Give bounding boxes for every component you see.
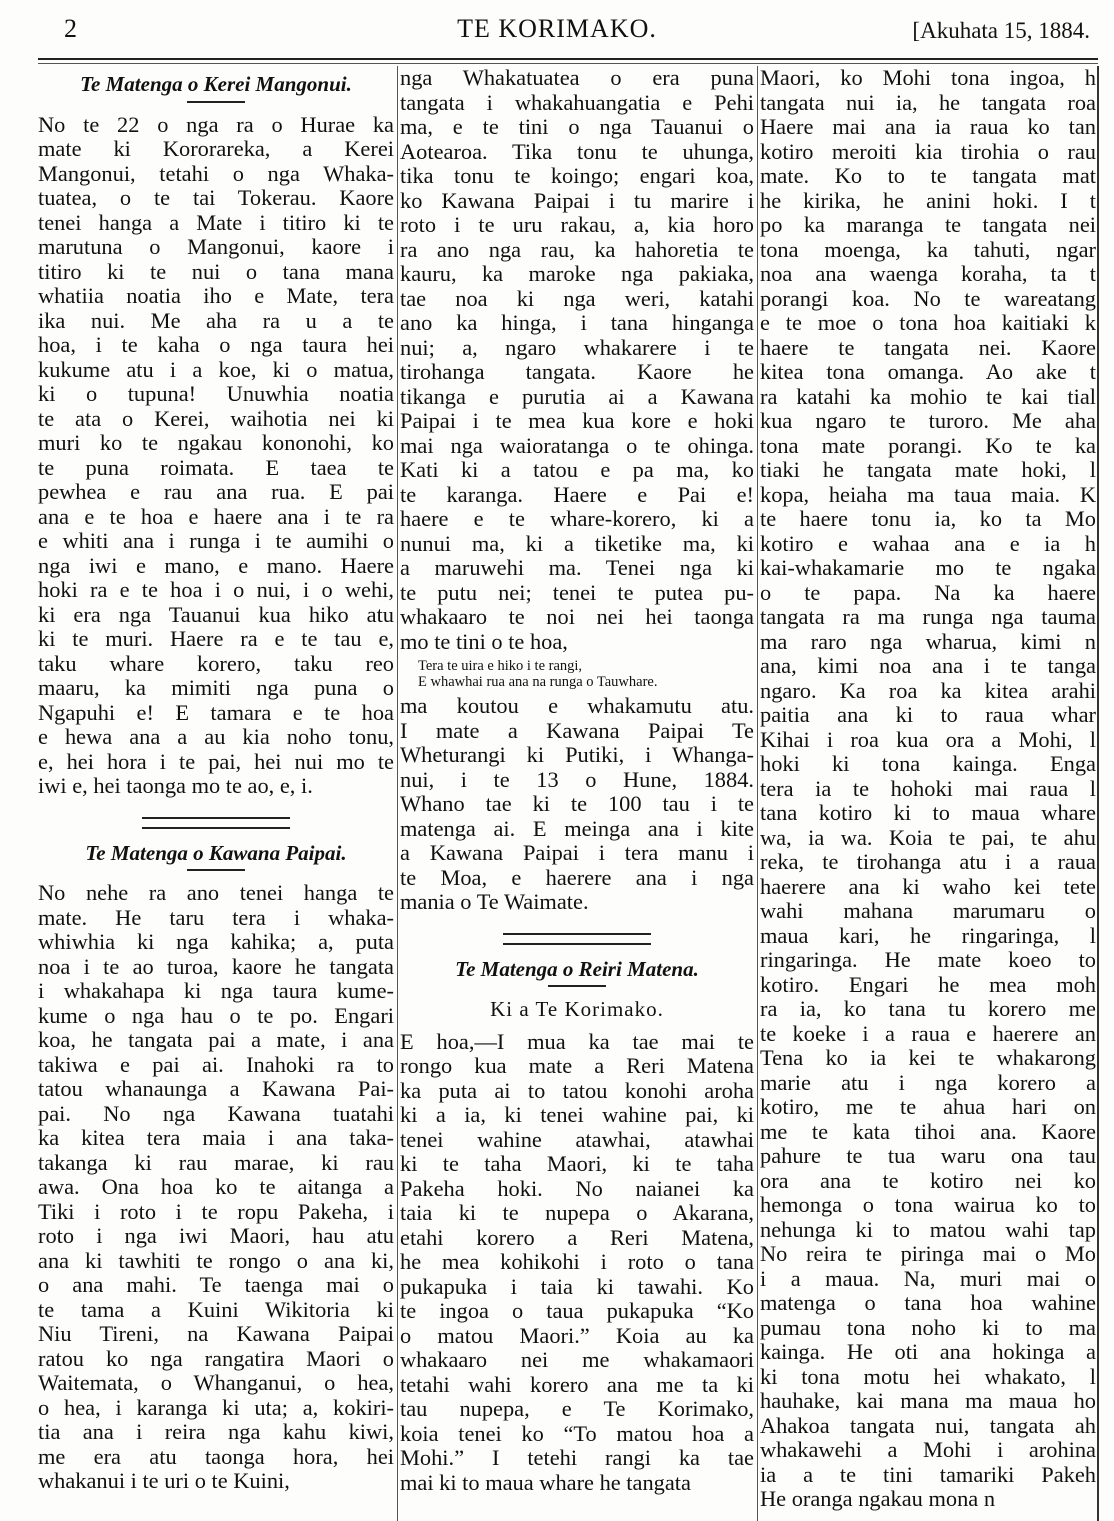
text-line: tona moenga, ka tahuti, ngar	[760, 237, 1096, 262]
verse-line: E whawhai rua ana na runga o Tauwhare.	[418, 674, 658, 690]
text-line: ka kitea tera maia i ana taka-	[38, 1126, 394, 1150]
text-line: tenei wahine atawhai, atawhai	[400, 1127, 754, 1152]
text-line: ra ano nga rau, ka hahoretia te	[400, 237, 754, 262]
text-line: koa, he tangata pai a mate, i ana	[38, 1028, 394, 1052]
text-line: hemonga o tona wairua ko to	[760, 1193, 1096, 1217]
column-divider	[397, 66, 398, 1521]
text-line: wahi mahana marumaru o	[760, 899, 1096, 923]
text-line: tuatea, o te tai Tokerau. Kaore	[38, 186, 394, 210]
heading-underline	[187, 869, 245, 871]
text-line: roto i te uru rakau, a, kia horo	[400, 213, 754, 237]
article-heading-matena: Te Matenga o Reiri Matena.	[455, 956, 699, 981]
text-line: te haere tonu ia, ko ta Mo	[760, 507, 1096, 531]
text-line: whakaaro te noi nei hei taonga	[400, 605, 754, 629]
text-line: e hewa ana a au kia noho tonu,	[38, 725, 394, 749]
text-line: awa. Ona hoa ko te aitanga a	[38, 1175, 394, 1199]
text-line: tera ia te hohoki mai raua l	[760, 776, 1096, 801]
text-line: hoa, i te kaha o nga taura hei	[38, 333, 394, 357]
text-line: tona mate porangi. Ko te ka	[760, 433, 1096, 458]
text-line: nga Whakatuatea o era puna	[400, 66, 754, 90]
column-1	[38, 66, 394, 1521]
text-line: tangata i whakahuangatia e Pehi	[400, 90, 754, 115]
text-line: mate. He taru tera i whaka-	[38, 905, 394, 930]
text-line: ki a ia, ki tenei wahine pai, ki	[400, 1103, 754, 1127]
text-line: a Kawana Paipai i tera manu i	[400, 841, 754, 865]
article-body-paipai-cont	[400, 66, 754, 654]
article-body-paipai-end	[400, 694, 754, 915]
text-line: i whakahapa ki nga taura kume-	[38, 979, 394, 1003]
text-line: he mea kohikohi i roto o tana	[400, 1250, 754, 1274]
text-line: pewhea e rau ana rua. E pai	[38, 480, 394, 504]
text-line: hoki ki tona kainga. Enga	[760, 752, 1096, 776]
text-line: tenei hanga a Mate i titiro ki te	[38, 210, 394, 235]
text-line: kua ngaro te turoro. Me aha	[760, 409, 1096, 433]
text-line: reka, te tirohanga atu i a raua	[760, 850, 1096, 874]
text-line: Niu Tireni, na Kawana Paipai	[38, 1322, 394, 1346]
text-line: kopa, heiaha ma taua maia. K	[760, 482, 1096, 507]
text-line: tangata ra ma runga nga tauma	[760, 605, 1096, 629]
text-line: ma raro nga wharua, kimi n	[760, 629, 1096, 654]
text-line: takiwa e pai ai. Inahoki ra to	[38, 1052, 394, 1077]
text-line: nunui ma, ki a tiketike ma, ki	[400, 531, 754, 556]
text-line: te puna roimata. E taea te	[38, 455, 394, 480]
text-line: tia ana i reira nga kahu kiwi,	[38, 1420, 394, 1444]
masthead-title: TE KORIMAKO.	[457, 14, 657, 43]
text-line: me era atu taonga hora, hei	[38, 1444, 394, 1469]
text-line: i a maua. Na, muri mai o	[760, 1266, 1096, 1291]
text-line: mate ki Kororareka, a Kerei	[38, 137, 394, 161]
text-line: Mangonui, tetahi o nga Whaka-	[38, 161, 394, 186]
text-line: ma koutou e whakamutu atu.	[400, 694, 754, 718]
text-line: I mate a Kawana Paipai Te	[400, 718, 754, 743]
text-line: tae noa ki nga weri, katahi	[400, 286, 754, 311]
text-line: a maruwehi ma. Tenei nga ki	[400, 556, 754, 580]
article-body-matena	[400, 1030, 754, 1496]
heading-underline	[548, 985, 606, 987]
text-line: marie atu i nga korero a	[760, 1070, 1096, 1095]
text-line: matenga o tana hoa wahine	[760, 1291, 1096, 1315]
text-line: tiaki he tangata mate hoki, l	[760, 458, 1096, 482]
text-line: tau nupepa, e Te Korimako,	[400, 1397, 754, 1421]
text-line: Haere mai ana ia raua ko tan	[760, 115, 1096, 139]
text-line: roto i nga iwi Maori, hau atu	[38, 1224, 394, 1248]
text-line: te putu nei; tenei te putea pu-	[400, 580, 754, 605]
text-line: ana, kimi noa ana i te tanga	[760, 654, 1096, 678]
text-line: ia a te tini tamariki Pakeh	[760, 1462, 1096, 1487]
text-line: he kirika, he anini hoki. I t	[760, 188, 1096, 213]
text-line: pukapuka i taia ki tawahi. Ko	[400, 1274, 754, 1299]
text-line: taia ki te nupepa o Akarana,	[400, 1201, 754, 1225]
text-line: Wheturangi ki Putiki, i Whanga-	[400, 743, 754, 767]
text-line: Tena ko ia kei te whakarong	[760, 1046, 1096, 1070]
text-line: ki o tupuna! Unuwhia noatia	[38, 382, 394, 406]
section-break	[142, 817, 290, 829]
text-line: wa, ia wa. Koia te pai, te ahu	[760, 825, 1096, 850]
text-line: ka puta ai to tatou konohi aroha	[400, 1078, 754, 1103]
text-line: No te 22 o nga ra o Hurae ka	[38, 112, 394, 137]
text-line: tana kotiro ki to maua whare	[760, 801, 1096, 825]
text-line: te ingoa o taua pukapuka “Ko	[400, 1299, 754, 1323]
text-line: haere te tangata nei. Kaore	[760, 335, 1096, 360]
text-line: ki era nga Tauanui kua hiko atu	[38, 602, 394, 627]
text-line: whakaaro nei me whakamaori	[400, 1348, 754, 1372]
header-rule	[38, 58, 1098, 60]
text-line: takanga ki rau marae, ki rau	[38, 1150, 394, 1175]
text-line: E hoa,—I mua ka tae mai te	[400, 1029, 754, 1054]
text-line: kume o nga hau o te po. Engari	[38, 1003, 394, 1028]
text-line: kai-whakamarie mo te ngaka	[760, 556, 1096, 580]
text-line: kauru, ka maroke nga pakiaka,	[400, 262, 754, 286]
text-line: ringaringa. He mate koeo to	[760, 948, 1096, 972]
text-line: nui; a, ngaro whakarere i te	[400, 335, 754, 360]
text-line: pahure te tua waru ona tau	[760, 1144, 1096, 1168]
text-line: nga iwi e mano, e mano. Haere	[38, 553, 394, 578]
text-line: maaru, ka mimiti nga puna o	[38, 676, 394, 700]
text-line: Mohi.” I tetehi rangi ka tae	[400, 1446, 754, 1470]
text-line: mai ki to maua whare he tangata	[400, 1470, 691, 1495]
article-body-kerei	[38, 113, 394, 799]
text-line: whatiia noatia iho e Mate, tera	[38, 284, 394, 308]
section-break	[503, 933, 651, 945]
text-line: ana ki tawhiti te rongo o ana ki,	[38, 1248, 394, 1273]
text-line: mo te tini o te hoa,	[400, 629, 568, 654]
article-heading-kerei: Te Matenga o Kerei Mangonui.	[80, 72, 352, 96]
letter-salutation-heading: Ki a Te Korimako.	[490, 997, 664, 1021]
page-header	[0, 0, 1114, 60]
text-line: Aotearoa. Tika tonu te uhunga,	[400, 139, 754, 164]
text-line: tirohanga tangata. Kaore he	[400, 360, 754, 384]
page-edge-rule	[1097, 66, 1099, 1521]
verse-quote	[400, 658, 754, 690]
text-line: titiro ki te nui o tana mana	[38, 259, 394, 284]
text-line: tangata nui ia, he tangata roa	[760, 90, 1096, 115]
text-line: whakanui i te uri o te Kuini,	[38, 1469, 290, 1493]
text-line: ra ia, ko tana tu korero me	[760, 997, 1096, 1021]
text-line: kotiro. Engari he mea moh	[760, 972, 1096, 997]
text-line: te karanga. Haere e Pai e!	[400, 482, 754, 507]
text-line: ano ka hinga, i tana hinganga	[400, 311, 754, 335]
text-line: mania o Te Waimate.	[400, 890, 589, 914]
column-divider	[757, 66, 758, 1521]
text-line: ora ana te kotiro nei ko	[760, 1168, 1096, 1193]
text-line: nui, i te 13 o Hune, 1884.	[400, 767, 754, 792]
text-line: te koeke i a raua e haerere an	[760, 1021, 1096, 1046]
text-line: No reira te piringa mai o Mo	[760, 1242, 1096, 1266]
text-line: noa ana waenga koraha, ta t	[760, 262, 1096, 286]
text-line: Waitemata, o Whanganui, o hea,	[38, 1371, 394, 1395]
text-line: ana e te hoa e haere ana i te ra	[38, 504, 394, 529]
text-line: haere e te whare-korero, ki a	[400, 507, 754, 531]
text-line: ko Kawana Paipai i tu marire i	[400, 188, 754, 213]
text-line: pumau tona noho ki to ma	[760, 1315, 1096, 1340]
text-line: taku whare korero, taku reo	[38, 651, 394, 676]
text-line: whakawehi a Mohi i arohina	[760, 1438, 1096, 1462]
article-heading-paipai: Te Matenga o Kawana Paipai.	[85, 840, 347, 865]
text-line: o te papa. Na ka haere	[760, 580, 1096, 605]
text-line: ra katahi ka mohio te kai tial	[760, 384, 1096, 409]
text-line: haerere ana ki waho kei tete	[760, 874, 1096, 899]
text-line: e whiti ana i runga i te aumihi o	[38, 529, 394, 553]
text-line: matenga ai. E meinga ana i kite	[400, 816, 754, 841]
text-line: rongo kua mate a Reri Matena	[400, 1054, 754, 1078]
text-line: po ka maranga te tangata nei	[760, 213, 1096, 237]
text-line: e, hei hora i te pai, hei nui mo te	[38, 749, 394, 774]
text-line: mai nga waioratanga o te ohinga.	[400, 433, 754, 458]
heading-underline	[187, 101, 245, 103]
text-line: koia tenei ko “To matou hoa a	[400, 1421, 754, 1446]
text-line: Tiki i roto i te ropu Pakeha, i	[38, 1199, 394, 1224]
text-line: kotiro meroiti kia tirohia o rau	[760, 139, 1096, 164]
text-line: Whano tae ki te 100 tau i te	[400, 792, 754, 816]
text-line: ngaro. Ka roa ka kitea arahi	[760, 678, 1096, 703]
text-line: No nehe ra ano tenei hanga te	[38, 881, 394, 905]
text-line: kainga. He oti ana hokinga a	[760, 1340, 1096, 1364]
text-line: ki te taha Maori, ki te taha	[400, 1152, 754, 1176]
text-line: kotiro, me te ahua hari on	[760, 1095, 1096, 1119]
text-line: nehunga ki to matou wahi tap	[760, 1217, 1096, 1242]
text-line: tika tonu te koingo; engari koa,	[400, 164, 754, 188]
issue-date: [Akuhata 15, 1884.	[912, 18, 1090, 43]
verse-line: Tera te uira e hiko i te rangi,	[418, 658, 583, 674]
text-line: Paipai i te mea kua kore e hoki	[400, 409, 754, 433]
text-line: pai. No nga Kawana tuatahi	[38, 1101, 394, 1126]
article-body-matena-cont	[760, 66, 1096, 1512]
text-line: etahi korero a Reri Matena,	[400, 1225, 754, 1250]
text-line: Ahakoa tangata nui, tangata ah	[760, 1413, 1096, 1438]
text-line: te Moa, e haerere ana i nga	[400, 865, 754, 890]
text-line: mate. Ko to te tangata mat	[760, 164, 1096, 188]
text-line: o matou Maori.” Koia au ka	[400, 1323, 754, 1348]
text-line: te ata o Kerei, waihotia nei ki	[38, 406, 394, 431]
column-3	[760, 66, 1096, 1521]
text-line: ratou ko nga rangatira Maori o	[38, 1346, 394, 1371]
text-line: Ngapuhi e! E tamara e te hoa	[38, 700, 394, 725]
text-line: maua kari, he ringaringa, l	[760, 923, 1096, 948]
text-line: o hea, i karanga ki uta; a, kokiri-	[38, 1395, 394, 1420]
text-line: He oranga ngakau mona n	[760, 1487, 996, 1511]
text-line: kukume atu i a koe, ki o matua,	[38, 357, 394, 382]
text-line: ika nui. Me aha ra u a te	[38, 308, 394, 333]
text-line: tatou whanaunga a Kawana Pai-	[38, 1077, 394, 1101]
text-line: te tama a Kuini Wikitoria ki	[38, 1297, 394, 1322]
text-line: me te kata tihoi ana. Kaore	[760, 1119, 1096, 1144]
article-body-paipai	[38, 881, 394, 1494]
text-line: Maori, ko Mohi tona ingoa, h	[760, 66, 1096, 90]
text-line: whiwhia ki nga kahika; a, puta	[38, 930, 394, 954]
text-line: iwi e, hei taonga mo te ao, e, i.	[38, 774, 313, 798]
text-line: ki te muri. Haere ra e te tau e,	[38, 627, 394, 651]
text-line: kotiro e wahaa ana e ia h	[760, 531, 1096, 556]
text-line: paitia ana ki to raua whar	[760, 703, 1096, 727]
text-line: tetahi wahi korero ana me ta ki	[400, 1372, 754, 1397]
text-line: muri ko te ngakau kononohi, ko	[38, 431, 394, 455]
text-line: ma, e te tini o nga Tauanui o	[400, 115, 754, 139]
text-line: ki tona motu hei whakato, l	[760, 1364, 1096, 1389]
text-line: porangi koa. No te wareatang	[760, 286, 1096, 311]
page-number: 2	[64, 14, 77, 43]
text-line: noa i te ao turoa, kaore he tangata	[38, 954, 394, 979]
header-rule-thin	[38, 63, 1098, 64]
text-line: o ana mahi. Te taenga mai o	[38, 1273, 394, 1297]
text-line: Kihai i roa kua ora a Mohi, l	[760, 727, 1096, 752]
column-2	[400, 66, 754, 1521]
text-line: marutuna o Mangonui, kaore i	[38, 235, 394, 259]
text-line: e te moe o tona hoa kaitiaki k	[760, 311, 1096, 335]
text-line: Pakeha hoki. No naianei ka	[400, 1176, 754, 1201]
text-line: Kati ki a tatou e pa ma, ko	[400, 458, 754, 482]
text-line: hauhake, kai mana ma maua ho	[760, 1389, 1096, 1413]
text-line: tikanga e purutia ai a Kawana	[400, 384, 754, 409]
text-line: hoki ra e te hoa i o nui, i o wehi,	[38, 578, 394, 602]
text-line: kitea tona omanga. Ao ake t	[760, 360, 1096, 384]
